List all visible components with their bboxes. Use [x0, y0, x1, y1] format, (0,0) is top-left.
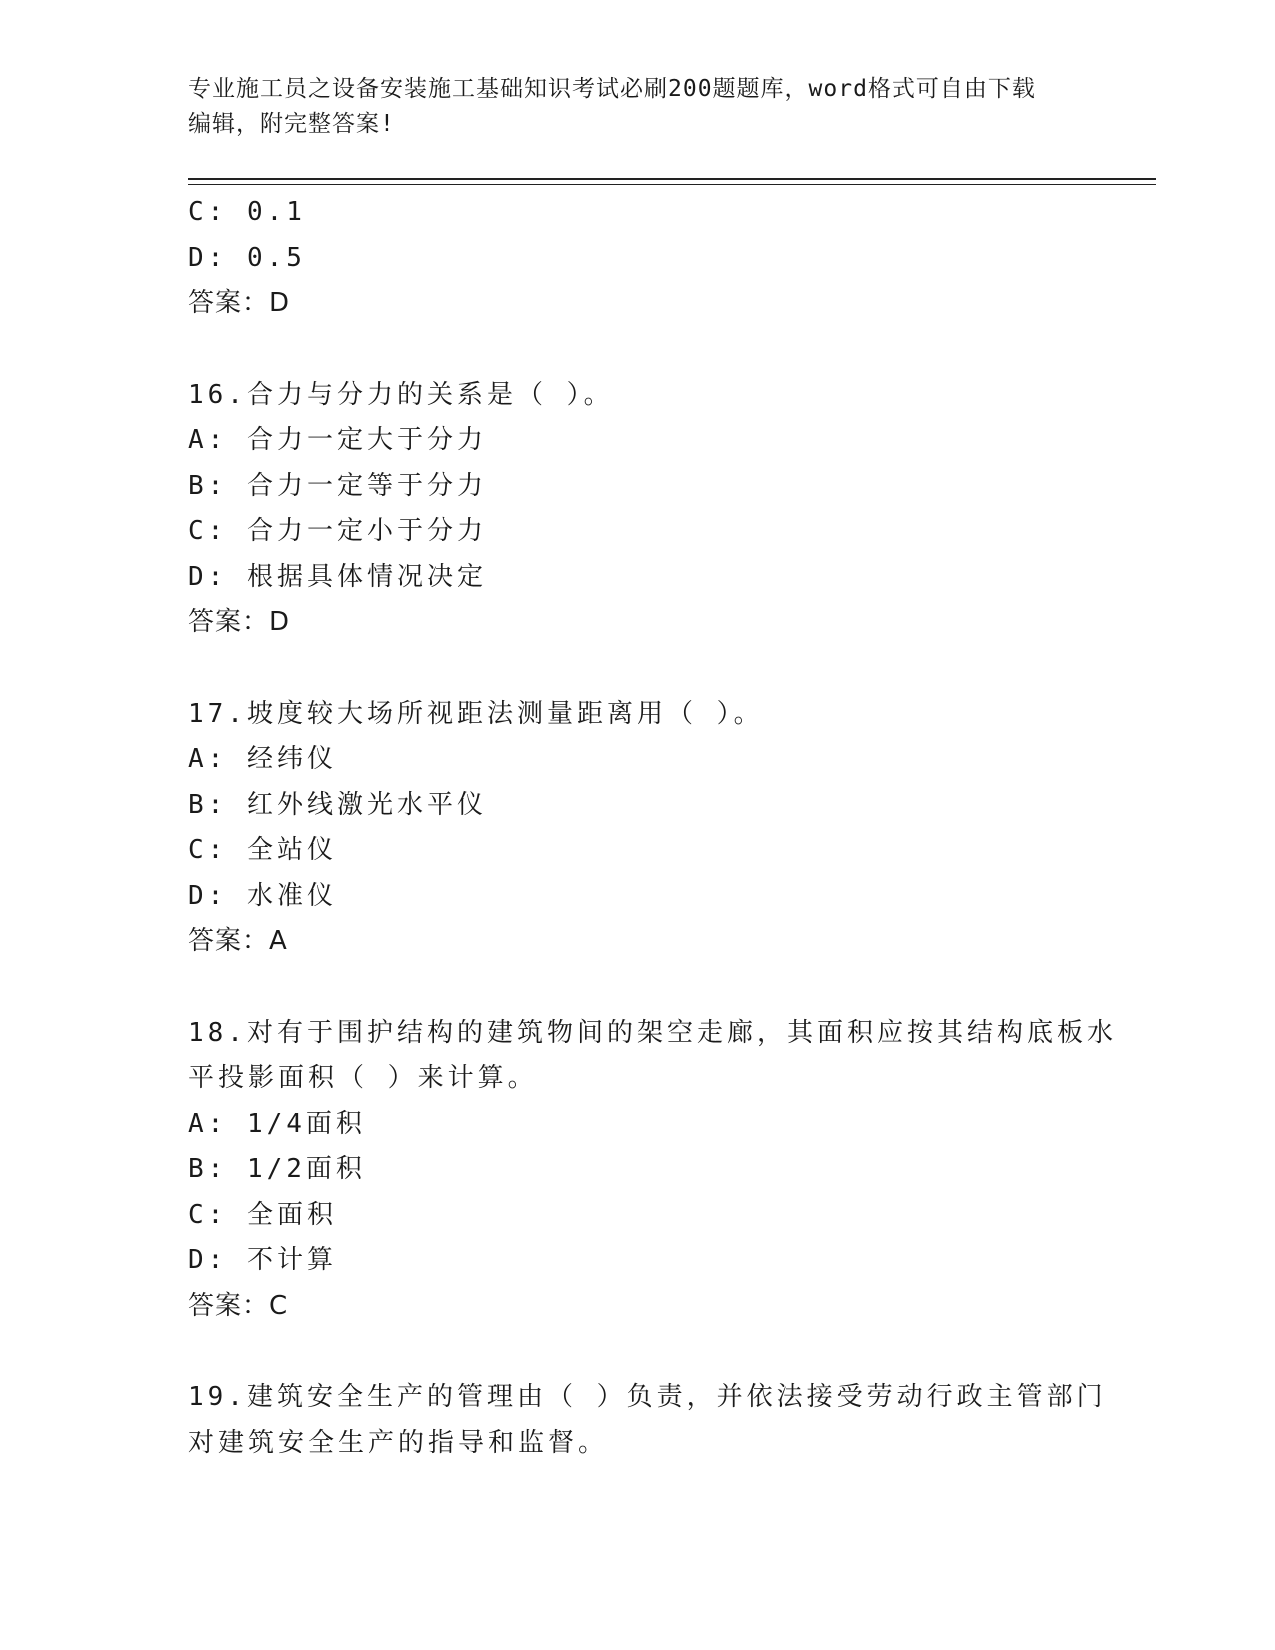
- question-18: [188, 1011, 1117, 1330]
- question-stem-line-1: 19.建筑安全生产的管理由（ ）负责，并依法接受劳动行政主管部门: [188, 1382, 1107, 1412]
- option-b: B: 合力一定等于分力: [188, 470, 487, 501]
- question-stem-line-1: 18.对有于围护结构的建筑物间的架空走廊，其面积应按其结构底板水: [188, 1017, 1117, 1048]
- option-d: D: 不计算: [188, 1245, 337, 1275]
- option-c: C: 合力一定小于分力: [188, 516, 487, 546]
- question-15-tail: [188, 190, 1088, 327]
- option-c: C: 0.1: [188, 197, 306, 227]
- header-divider-thick: [188, 178, 1156, 180]
- question-gap: [188, 646, 1088, 692]
- question-stem-line-2: 对建筑安全生产的指导和监督。: [188, 1427, 609, 1458]
- option-d: D: 0.5: [188, 242, 306, 273]
- answer-line: 答案：A: [188, 926, 288, 956]
- option-a: A: 1/4面积: [188, 1108, 366, 1139]
- document-header: [188, 72, 1088, 142]
- option-b: B: 红外线激光水平仪: [188, 789, 487, 820]
- answer-line: 答案：D: [188, 607, 291, 637]
- question-stem: 17.坡度较大场所视距法测量距离用（ ）。: [188, 698, 764, 729]
- option-a: A: 经纬仪: [188, 744, 337, 774]
- question-stem-line-2: 平投影面积（ ）来计算。: [188, 1063, 538, 1093]
- question-17: [188, 692, 1088, 965]
- option-c: C: 全站仪: [188, 835, 337, 865]
- option-b: B: 1/2面积: [188, 1154, 366, 1184]
- answer-line: 答案：D: [188, 288, 291, 318]
- question-gap: [188, 965, 1088, 1011]
- question-16: [188, 373, 1088, 646]
- header-title-line-1: 专业施工员之设备安装施工基础知识考试必刷200题题库，word格式可自由下载: [188, 76, 1036, 102]
- question-stem: 16.合力与分力的关系是（ ）。: [188, 379, 614, 410]
- option-c: C: 全面积: [188, 1199, 337, 1230]
- option-d: D: 根据具体情况决定: [188, 561, 487, 592]
- option-d: D: 水准仪: [188, 880, 337, 911]
- question-gap: [188, 327, 1088, 373]
- header-divider-thin: [188, 184, 1156, 185]
- answer-line: 答案：C: [188, 1290, 289, 1321]
- question-list: [188, 190, 1117, 1466]
- header-title-line-2: 编辑，附完整答案!: [188, 111, 395, 137]
- question-19: [188, 1375, 1107, 1466]
- question-gap: [188, 1329, 1088, 1375]
- option-a: A: 合力一定大于分力: [188, 425, 487, 455]
